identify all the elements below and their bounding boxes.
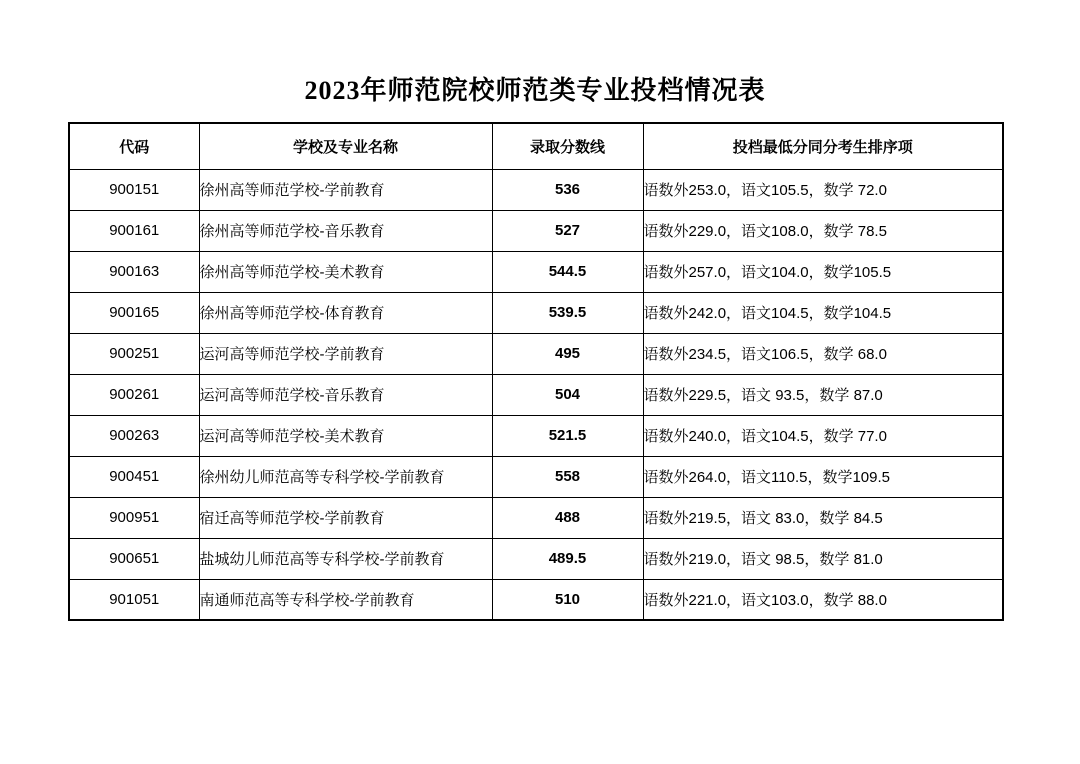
cell-code: 900651 (69, 538, 199, 579)
cell-ranking: 语数外229.0，语文108.0，数学 78.5 (643, 210, 1003, 251)
cell-ranking: 语数外221.0，语文103.0，数学 88.0 (643, 579, 1003, 620)
cell-code: 900263 (69, 415, 199, 456)
cell-score: 488 (492, 497, 643, 538)
cell-score: 504 (492, 374, 643, 415)
table-row (69, 497, 1003, 538)
cell-school: 运河高等师范学校-学前教育 (199, 333, 492, 374)
cell-ranking: 语数外240.0，语文104.5，数学 77.0 (643, 415, 1003, 456)
cell-ranking: 语数外253.0，语文105.5，数学 72.0 (643, 169, 1003, 210)
cell-school: 运河高等师范学校-音乐教育 (199, 374, 492, 415)
header-ranking: 投档最低分同分考生排序项 (643, 123, 1003, 169)
cell-score: 510 (492, 579, 643, 620)
cell-school: 徐州高等师范学校-体育教育 (199, 292, 492, 333)
cell-ranking: 语数外219.0，语文 98.5，数学 81.0 (643, 538, 1003, 579)
cell-code: 900251 (69, 333, 199, 374)
cell-school: 南通师范高等专科学校-学前教育 (199, 579, 492, 620)
cell-code: 900451 (69, 456, 199, 497)
cell-ranking: 语数外264.0，语文110.5，数学109.5 (643, 456, 1003, 497)
cell-school: 徐州高等师范学校-美术教育 (199, 251, 492, 292)
table-header-row (69, 123, 1003, 169)
cell-score: 558 (492, 456, 643, 497)
table-row (69, 169, 1003, 210)
admission-table (68, 122, 1004, 621)
cell-school: 徐州幼儿师范高等专科学校-学前教育 (199, 456, 492, 497)
cell-code: 900951 (69, 497, 199, 538)
table-row (69, 415, 1003, 456)
cell-code: 900161 (69, 210, 199, 251)
cell-score: 521.5 (492, 415, 643, 456)
table-row (69, 210, 1003, 251)
cell-code: 900163 (69, 251, 199, 292)
cell-score: 489.5 (492, 538, 643, 579)
cell-code: 900151 (69, 169, 199, 210)
cell-school: 盐城幼儿师范高等专科学校-学前教育 (199, 538, 492, 579)
cell-score: 527 (492, 210, 643, 251)
cell-ranking: 语数外257.0，语文104.0，数学105.5 (643, 251, 1003, 292)
cell-code: 901051 (69, 579, 199, 620)
cell-score: 539.5 (492, 292, 643, 333)
cell-score: 544.5 (492, 251, 643, 292)
cell-score: 495 (492, 333, 643, 374)
cell-ranking: 语数外234.5，语文106.5，数学 68.0 (643, 333, 1003, 374)
header-school: 学校及专业名称 (199, 123, 492, 169)
table-row (69, 538, 1003, 579)
cell-school: 徐州高等师范学校-音乐教育 (199, 210, 492, 251)
cell-score: 536 (492, 169, 643, 210)
cell-code: 900165 (69, 292, 199, 333)
table-row (69, 374, 1003, 415)
cell-ranking: 语数外242.0，语文104.5，数学104.5 (643, 292, 1003, 333)
cell-school: 宿迁高等师范学校-学前教育 (199, 497, 492, 538)
cell-code: 900261 (69, 374, 199, 415)
header-code: 代码 (69, 123, 199, 169)
table-row (69, 456, 1003, 497)
table-row (69, 579, 1003, 620)
cell-school: 徐州高等师范学校-学前教育 (199, 169, 492, 210)
page-title: 2023年师范院校师范类专业投档情况表 (304, 76, 766, 105)
table-row (69, 333, 1003, 374)
table-row (69, 292, 1003, 333)
cell-ranking: 语数外229.5，语文 93.5，数学 87.0 (643, 374, 1003, 415)
header-score: 录取分数线 (492, 123, 643, 169)
table-row (69, 251, 1003, 292)
cell-school: 运河高等师范学校-美术教育 (199, 415, 492, 456)
cell-ranking: 语数外219.5，语文 83.0，数学 84.5 (643, 497, 1003, 538)
